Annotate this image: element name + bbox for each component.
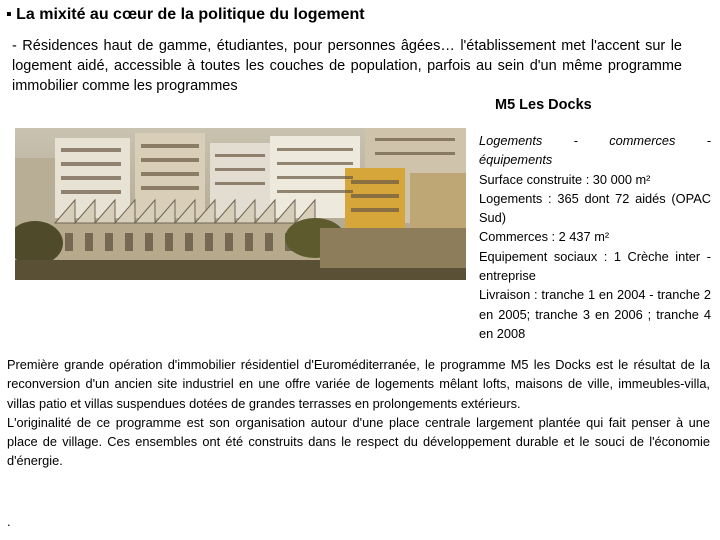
project-categories-line1: Logements - commerces - (479, 133, 711, 148)
project-details (479, 131, 711, 343)
bullet-icon: ▪ (6, 6, 12, 23)
body-paragraph: Première grande opération d'immobilier résidentiel d'Euroméditerranée, le programme M5 les Docks est le résultat de la reconversion d'un ancien site industriel en une offre variée de logements mêlant lofts, maisons de ville, immeubles-villa, villas patio et villas suspendues dotées de grandes terrasses en prolongements extérieurs. (7, 357, 710, 411)
photo-residential-buildings (15, 128, 466, 280)
intro-paragraph: - Résidences haut de gamme, étudiantes, pour personnes âgées… l'établissement met l'accent sur le logement aidé, accessible à toutes les couches de population, parfois au sein d'un même programme immobilier comme les programmes (12, 38, 682, 94)
project-categories-line2: équipements (479, 152, 553, 168)
detail-delivery: Livraison : tranche 1 en 2004 - tranche 2 en 2005; tranche 3 en 2006 ; tranche 4 en 2008 (479, 287, 711, 341)
detail-surface: Surface construite : 30 000 m² (479, 171, 651, 187)
detail-social-facilities: Equipement sociaux : 1 Crèche inter -entreprise (479, 248, 711, 284)
project-title: M5 Les Docks (495, 97, 592, 113)
body-paragraph: L'originalité de ce programme est son organisation autour d'une place centrale largement plantée qui fait penser à une place de village. Ces ensembles ont été construits dans le respect du développement durable et le souci de l'économie d'énergie. (7, 414, 710, 469)
detail-shops: Commerces : 2 437 m² (479, 229, 610, 245)
detail-housing: Logements : 365 dont 72 aidés (OPAC Sud) (479, 190, 711, 226)
footer-dot: . (7, 514, 11, 529)
body-text (7, 355, 710, 471)
heading-text: La mixité au cœur de la politique du logement (16, 6, 365, 23)
section-heading (6, 6, 365, 24)
